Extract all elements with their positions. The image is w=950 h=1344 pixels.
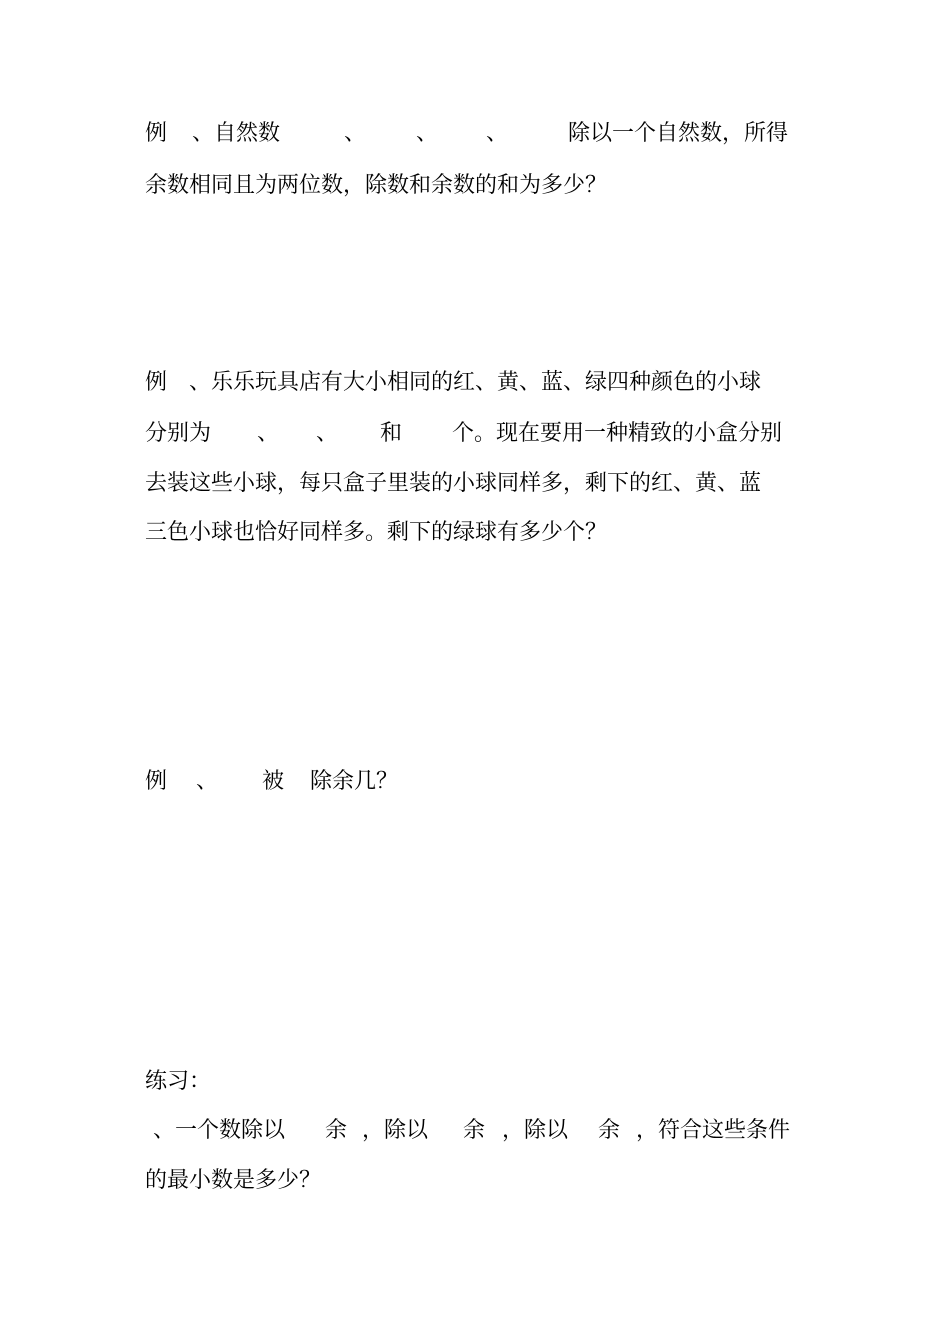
practice-line-1 — [0, 1118, 791, 1144]
text-segment: 个。现在要用一种精致的小盒分别 — [452, 421, 783, 446]
problem-1-line-1 — [0, 121, 789, 147]
text-segment: 和 — [380, 421, 403, 446]
problem-2-line-1 — [0, 370, 762, 396]
text-segment: 、 — [196, 769, 219, 794]
problem-3-line — [0, 769, 399, 795]
text-segment: ，符合这些条件 — [636, 1118, 791, 1143]
problem-2-line-4: 三色小球也恰好同样多。剩下的绿球有多少个？ — [145, 520, 608, 545]
text-segment: 、一个数除以 — [153, 1118, 286, 1143]
text-segment: ，除以 — [502, 1118, 569, 1143]
example-label: 例 — [145, 769, 168, 794]
practice-heading: 练习： — [145, 1069, 212, 1094]
text-segment: 分别为 — [145, 421, 212, 446]
text-segment: 、乐乐玩具店有大小相同的红、黄、蓝、绿四种颜色的小球 — [189, 370, 762, 395]
example-label: 例 — [145, 370, 168, 395]
text-segment: 、 — [416, 121, 439, 146]
example-label: 例 — [145, 121, 168, 146]
text-segment: 余 — [463, 1118, 486, 1143]
text-segment: 、自然数 — [192, 121, 281, 146]
text-segment: 、 — [344, 121, 367, 146]
text-segment: 、 — [316, 421, 339, 446]
text-segment: 余 — [325, 1118, 348, 1143]
practice-line-2: 的最小数是多少？ — [145, 1168, 322, 1193]
text-segment: 除以一个自然数，所得 — [568, 121, 789, 146]
text-segment: ，除以 — [362, 1118, 429, 1143]
text-segment: 、 — [486, 121, 509, 146]
problem-2-line-3: 去装这些小球，每只盒子里装的小球同样多，剩下的红、黄、蓝 — [145, 471, 762, 496]
text-segment: 、 — [257, 421, 280, 446]
text-segment: 被 — [262, 769, 285, 794]
problem-2-line-2 — [0, 421, 783, 447]
text-segment: 余 — [598, 1118, 621, 1143]
text-segment: 除余几？ — [310, 769, 399, 794]
problem-1-line-2: 余数相同且为两位数，除数和余数的和为多少？ — [145, 173, 608, 198]
